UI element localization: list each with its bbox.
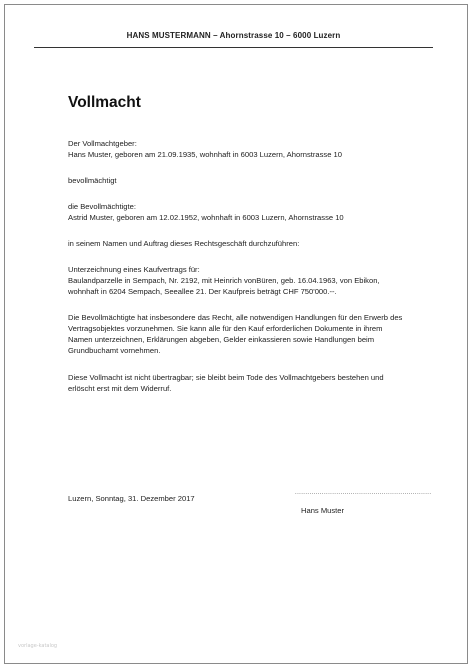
grantor-section: [68, 139, 342, 161]
grantor-label: Der Vollmachtgeber:: [68, 139, 137, 148]
authorizes-text: bevollmächtigt: [68, 176, 117, 185]
signature-line: ..................................................................: [295, 490, 432, 496]
agent-details: Astrid Muster, geboren am 12.02.1952, wohnhaft in 6003 Luzern, Ahornstrasse 10: [68, 212, 344, 222]
transaction-line: Baulandparzelle in Sempach, Nr. 2192, mit Heinrich vonBüren, geb. 16.04.1963, von Ebikon,: [68, 275, 380, 285]
transaction-section: [68, 265, 380, 298]
powers-line: Grundbuchamt vornehmen.: [68, 345, 161, 355]
powers-section: [68, 313, 402, 357]
powers-line: Namen unterzeichnen, Erklärungen abgeben, Gelder einkassieren sowie Handlungen beim: [68, 334, 375, 344]
agent-label: die Bevollmächtigte:: [68, 202, 136, 211]
validity-section: [68, 373, 384, 395]
powers-line: Vertragsobjektes vorzunehmen. Sie kann alle für den Kauf erforderlichen Dokumente in ihrem: [68, 323, 383, 333]
powers-line: Die Bevollmächtigte hat insbesondere das Recht, alle notwendigen Handlungen für den Erwerb des: [68, 313, 403, 322]
grantor-details: Hans Muster, geboren am 21.09.1935, wohnhaft in 6003 Luzern, Ahornstrasse 10: [68, 149, 342, 159]
transaction-line: wohnhaft in 6204 Sempach, Seeallee 21. Der Kaufpreis beträgt CHF 750'000.--.: [68, 286, 337, 296]
signature-name: Hans Muster: [301, 506, 345, 515]
letterhead: [34, 5, 433, 48]
place-date: Luzern, Sonntag, 31. Dezember 2017: [68, 494, 195, 503]
document-title: Vollmacht: [68, 94, 141, 111]
validity-line: Diese Vollmacht ist nicht übertragbar; sie bleibt beim Tode des Vollmachtgebers bestehen und: [68, 373, 384, 382]
signature-area: [68, 490, 467, 524]
validity-line: erlöscht erst mit dem Widerruf.: [68, 383, 172, 393]
purpose-text: in seinem Namen und Auftrag dieses Rechtsgeschäft durchzuführen:: [68, 239, 300, 248]
document-page: [4, 4, 468, 664]
letterhead-text: HANS MUSTERMANN – Ahornstrasse 10 – 6000 Luzern: [126, 31, 341, 40]
transaction-line: Unterzeichnung eines Kaufvertrags für:: [68, 265, 200, 274]
agent-section: [68, 202, 344, 224]
watermark: vorlage-katalog: [18, 643, 58, 649]
